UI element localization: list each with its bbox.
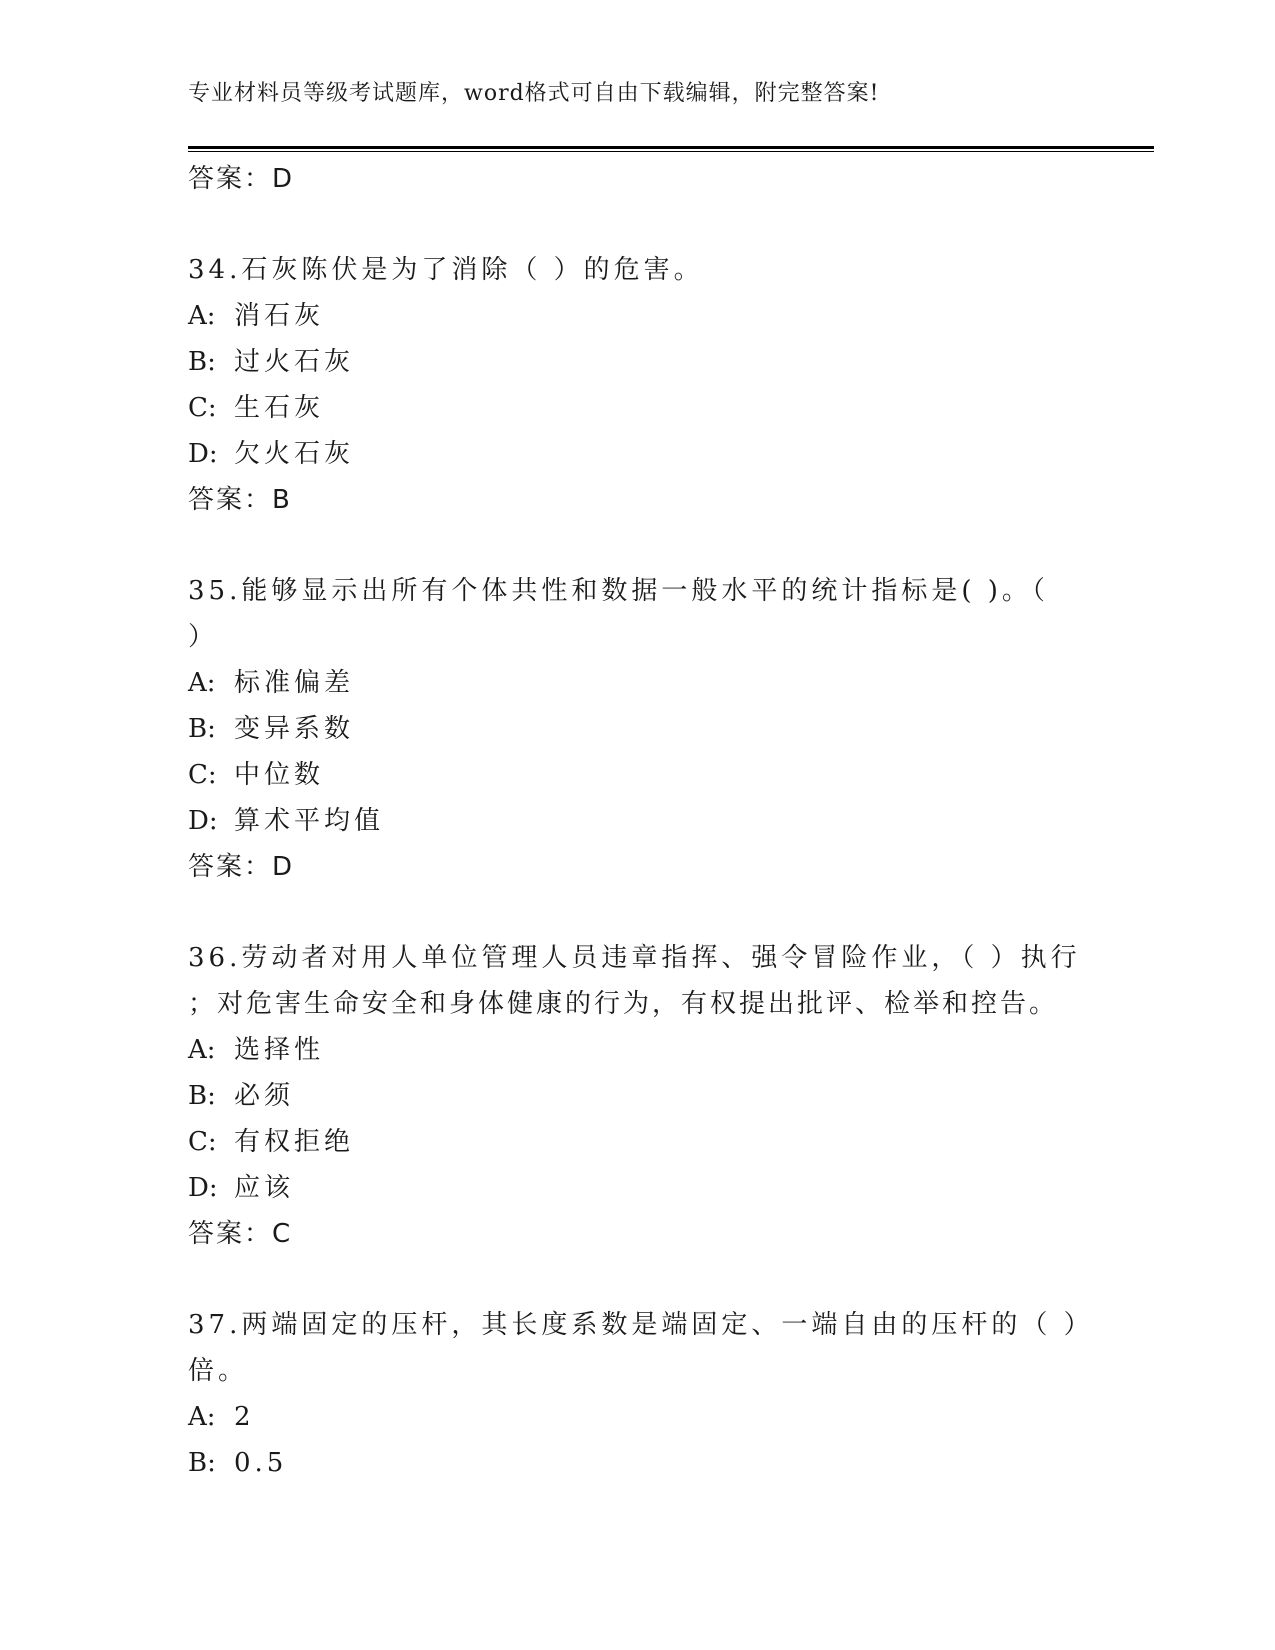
option-key: B: (188, 1081, 216, 1111)
question-35 (188, 568, 1088, 890)
answer-36: 答案：C (188, 1219, 293, 1249)
page-header: 专业材料员等级考试题库，word格式可自由下载编辑，附完整答案! (188, 81, 880, 106)
answer-34: 答案：B (188, 485, 292, 515)
option-text: 算术平均值 (234, 806, 385, 836)
question-35-stem-line-2: ） (188, 622, 219, 652)
option-text: 必须 (234, 1081, 295, 1111)
option-text: 0.5 (234, 1448, 288, 1478)
option-text: 中位数 (234, 760, 325, 790)
question-37-stem-line-2: 倍。 (188, 1356, 249, 1386)
option-a (188, 293, 1088, 339)
previous-answer: 答案：D (188, 164, 295, 194)
question-35-stem-line-1: 35.能够显示出所有个体共性和数据一般水平的统计指标是( )。（ (188, 576, 1049, 606)
option-d (188, 431, 1088, 477)
option-key: A: (188, 668, 216, 698)
option-c (188, 1119, 1088, 1165)
option-text: 变异系数 (234, 714, 355, 744)
option-key: D: (188, 1173, 218, 1203)
option-b (188, 706, 1088, 752)
option-key: D: (188, 439, 218, 469)
question-content (188, 156, 1094, 1486)
question-36 (188, 935, 1088, 1257)
option-key: A: (188, 1035, 216, 1065)
answer-35: 答案：D (188, 852, 295, 882)
option-a (188, 1027, 1088, 1073)
question-37-stem-line-1: 37.两端固定的压杆，其长度系数是端固定、一端自由的压杆的（ ） (188, 1310, 1094, 1340)
option-text: 欠火石灰 (234, 439, 355, 469)
option-d (188, 798, 1088, 844)
option-c (188, 385, 1088, 431)
option-key: C: (188, 760, 217, 790)
header-divider-thin (188, 151, 1154, 152)
option-a (188, 1394, 1088, 1440)
option-text: 生石灰 (234, 393, 325, 423)
option-b (188, 339, 1088, 385)
question-37 (188, 1302, 1094, 1486)
option-d (188, 1165, 1088, 1211)
option-b (188, 1073, 1088, 1119)
option-text: 标准偏差 (234, 668, 355, 698)
option-text: 2 (234, 1402, 255, 1432)
option-text: 有权拒绝 (234, 1127, 355, 1157)
option-key: A: (188, 301, 216, 331)
question-34-stem: 34.石灰陈伏是为了消除（ ）的危害。 (188, 255, 704, 285)
header-divider-thick (188, 146, 1154, 149)
option-key: B: (188, 714, 216, 744)
option-key: A: (188, 1402, 216, 1432)
question-36-stem-line-2: ；对危害生命安全和身体健康的行为，有权提出批评、检举和控告。 (188, 989, 1059, 1019)
option-c (188, 752, 1088, 798)
option-text: 选择性 (234, 1035, 325, 1065)
question-34 (188, 247, 1088, 523)
option-key: D: (188, 806, 218, 836)
option-text: 应该 (234, 1173, 295, 1203)
option-key: B: (188, 1448, 216, 1478)
option-b (188, 1440, 1088, 1486)
option-text: 过火石灰 (234, 347, 355, 377)
option-key: B: (188, 347, 216, 377)
option-text: 消石灰 (234, 301, 325, 331)
option-key: C: (188, 393, 217, 423)
question-36-stem-line-1: 36.劳动者对用人单位管理人员违章指挥、强令冒险作业，（ ）执行 (188, 943, 1081, 973)
option-key: C: (188, 1127, 217, 1157)
option-a (188, 660, 1088, 706)
